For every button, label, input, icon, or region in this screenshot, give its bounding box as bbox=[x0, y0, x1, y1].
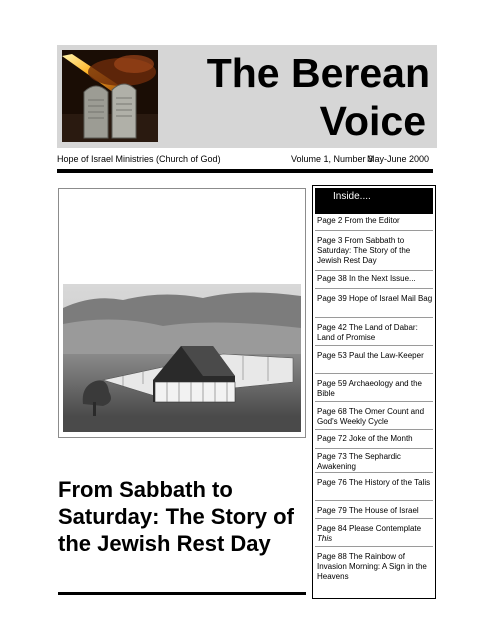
contents-divider bbox=[315, 401, 433, 402]
contents-entry[interactable] bbox=[317, 351, 435, 361]
contents-entry[interactable] bbox=[317, 407, 435, 427]
cover-headline: From Sabbath to Saturday: The Story of the Jewish Rest Day bbox=[58, 477, 294, 556]
contents-entry[interactable] bbox=[317, 379, 435, 399]
tabernacle-photo bbox=[63, 284, 301, 432]
cover-photo-frame bbox=[58, 188, 306, 438]
contents-divider bbox=[315, 500, 433, 501]
contents-entry[interactable] bbox=[317, 274, 435, 284]
contents-entry-text: Page 72 Joke of the Month bbox=[317, 434, 413, 443]
contents-entry-text: Page 76 The History of the Talis bbox=[317, 478, 431, 487]
contents-entry-text: Page 3 From Sabbath to Saturday: The Story of the Jewish Rest Day bbox=[317, 236, 411, 265]
contents-divider bbox=[315, 288, 433, 289]
contents-entry-text: Page 88 The Rainbow of Invasion Morning: A Sign in the Heavens bbox=[317, 552, 427, 581]
contents-entry-text: Page 59 Archaeology and the Bible bbox=[317, 379, 422, 398]
contents-entry-text: Page 53 Paul the Law-Keeper bbox=[317, 351, 424, 360]
tablets-of-stone-icon bbox=[62, 50, 158, 142]
issue-date: May-June 2000 bbox=[367, 154, 430, 164]
contents-entry-text: Page 42 The Land of Dabar: Land of Promise bbox=[317, 323, 418, 342]
contents-entry-text: Page 68 The Omer Count and God's Weekly Cycle bbox=[317, 407, 425, 426]
contents-entry-text: Page 79 The House of Israel bbox=[317, 506, 419, 515]
ministry-name: Hope of Israel Ministries (Church of God) bbox=[57, 154, 221, 164]
contents-entry[interactable] bbox=[317, 216, 435, 226]
contents-entry-text: Page 84 Please Contemplate bbox=[317, 524, 422, 533]
contents-entry-text: Page 2 From the Editor bbox=[317, 216, 400, 225]
contents-entry[interactable] bbox=[317, 323, 435, 343]
contents-box bbox=[312, 185, 436, 599]
volume-number: Volume 1, Number 3 bbox=[291, 154, 374, 164]
contents-entry-text: Page 39 Hope of Israel Mail Bag bbox=[317, 294, 433, 303]
contents-divider bbox=[315, 518, 433, 519]
contents-entry-text: Page 73 The Sephardic Awakening bbox=[317, 452, 401, 471]
contents-divider bbox=[315, 373, 433, 374]
contents-entry[interactable] bbox=[317, 506, 435, 516]
contents-entry[interactable] bbox=[317, 236, 435, 266]
contents-entry-text: Page 38 In the Next Issue... bbox=[317, 274, 416, 283]
header-rule bbox=[57, 169, 433, 173]
publication-title-line-2: Voice bbox=[319, 98, 426, 144]
contents-divider bbox=[315, 230, 433, 231]
contents-divider bbox=[315, 448, 433, 449]
contents-divider bbox=[315, 270, 433, 271]
contents-entry-italic: This bbox=[317, 534, 333, 543]
publication-title: The Berean bbox=[206, 50, 430, 96]
footer-rule bbox=[58, 592, 306, 595]
contents-divider bbox=[315, 472, 433, 473]
contents-divider bbox=[315, 429, 433, 430]
contents-entry[interactable] bbox=[317, 478, 435, 488]
contents-divider bbox=[315, 546, 433, 547]
contents-entry[interactable] bbox=[317, 552, 435, 582]
contents-entry[interactable] bbox=[317, 294, 435, 304]
contents-divider bbox=[315, 345, 433, 346]
contents-entry[interactable] bbox=[317, 434, 435, 444]
contents-entry[interactable] bbox=[317, 452, 435, 472]
contents-header: Inside.... bbox=[315, 188, 433, 214]
contents-divider bbox=[315, 317, 433, 318]
contents-entry[interactable] bbox=[317, 524, 435, 544]
